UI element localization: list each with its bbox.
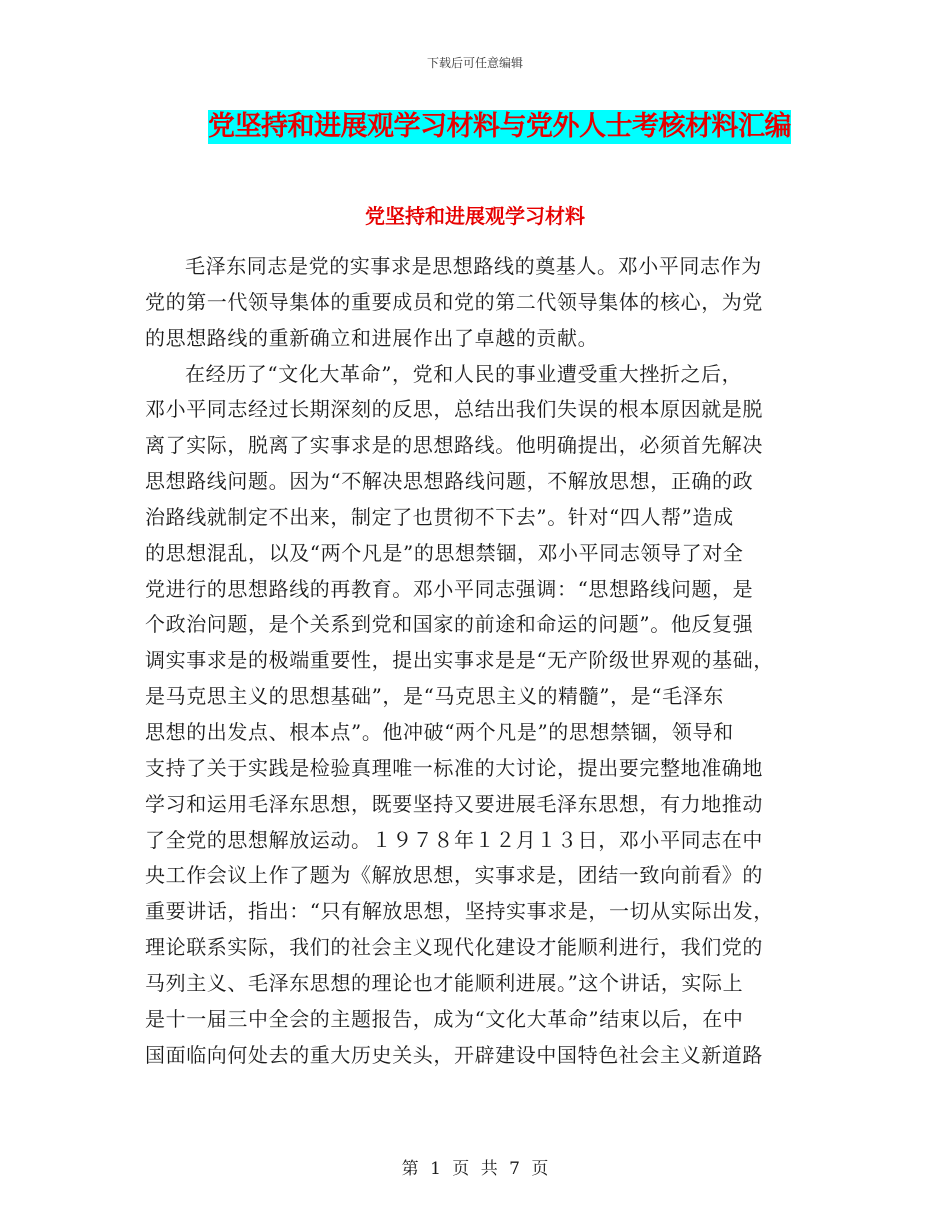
paragraph-line: 的思想路线的重新确立和进展作出了卓越的贡献。	[145, 325, 599, 350]
main-title: 党坚持和进展观学习材料与党外人士考核材料汇编	[208, 111, 791, 142]
paragraph-line: 思想路线问题。因为“不解决思想路线问题，不解放思想，正确的政	[145, 469, 754, 494]
paragraph-line: 的思想混乱，以及“两个凡是”的思想禁锢，邓小平同志领导了对全	[145, 540, 744, 565]
header-note: 下载后可任意编辑	[426, 56, 523, 70]
paragraph-line: 央工作会议上作了题为《解放思想，实事求是，团结一致向前看》的	[145, 863, 763, 888]
paragraph-line: 个政治问题，是个关系到党和国家的前途和命运的问题”。他反复强	[145, 612, 754, 637]
paragraph-line: 在经历了“文化大革命”，党和人民的事业遭受重大挫折之后，	[185, 361, 743, 386]
body-text	[145, 249, 805, 1073]
paragraph-line: 离了实际，脱离了实事求是的思想路线。他明确提出，必须首先解决	[145, 433, 763, 458]
paragraph-line: 毛泽东同志是党的实事求是思想路线的奠基人。邓小平同志作为	[185, 254, 762, 278]
paragraph-line: 支持了关于实践是检验真理唯一标准的大讨论，提出要完整地准确地	[145, 755, 763, 780]
paragraph-line: 理论联系实际，我们的社会主义现代化建设才能顺利进行，我们党的	[145, 935, 763, 960]
paragraph-line: 邓小平同志经过长期深刻的反思，总结出我们失误的根本原因就是脱	[145, 397, 763, 422]
paragraph-line: 治路线就制定不出来，制定了也贯彻不下去”。针对“四人帮”造成	[145, 504, 734, 529]
paragraph-line: 学习和运用毛泽东思想，既要坚持又要进展毛泽东思想，有力地推动	[145, 791, 763, 816]
main-title-wrap	[208, 110, 790, 144]
paragraph-line: 了全党的思想解放运动。１９７８年１２月１３日，邓小平同志在中	[145, 827, 763, 852]
paragraph-line: 马列主义、毛泽东思想的理论也才能顺利进展。”这个讲话，实际上	[145, 970, 744, 995]
section-title: 党坚持和进展观学习材料	[365, 204, 585, 228]
paragraph-line: 是马克思主义的思想基础”，是“马克思主义的精髓”，是“毛泽东	[145, 684, 724, 709]
paragraph-line: 党进行的思想路线的再教育。邓小平同志强调：“思想路线问题，是	[145, 576, 754, 601]
paragraph-line: 重要讲话，指出：“只有解放思想，坚持实事求是，一切从实际出发，	[145, 899, 774, 924]
paragraph-line: 国面临向何处去的重大历史关头，开辟建设中国特色社会主义新道路	[145, 1042, 763, 1067]
page-footer: 第 1 页 共 7 页	[401, 1159, 549, 1179]
paragraph-line: 是十一届三中全会的主题报告，成为“文化大革命”结束以后，在中	[145, 1006, 744, 1031]
paragraph-line: 调实事求是的极端重要性，提出实事求是是“无产阶级世界观的基础，	[145, 648, 774, 673]
paragraph-line: 思想的出发点、根本点”。他冲破“两个凡是”的思想禁锢，领导和	[145, 719, 734, 744]
paragraph-line: 党的第一代领导集体的重要成员和党的第二代领导集体的核心，为党	[145, 289, 763, 314]
